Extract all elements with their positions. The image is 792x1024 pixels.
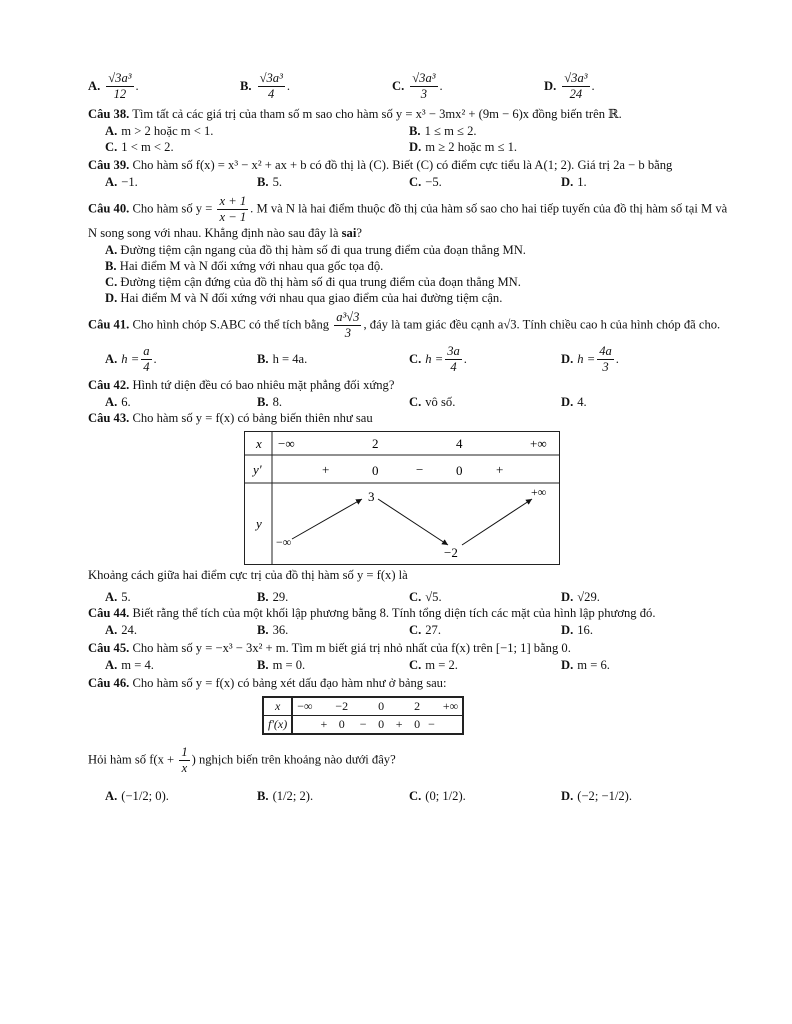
fraction-numerator: √3a³ [412,70,436,85]
question-text: Tìm tất cả các giá trị của tham số m sao cho hàm số y = x³ − 3mx² + (9m − 6)x đồng biến trên ℝ. [132,107,622,121]
q38-option-a[interactable]: A. m > 2 hoặc m < 1. [105,124,214,138]
fraction-numerator: x + 1 [219,194,247,208]
fraction-denominator: x [181,761,188,775]
q41-option-a[interactable]: A. h = $\frac{a}{4}$ . [105,343,157,374]
arrow-down [378,499,448,545]
q39-option-a[interactable]: A. −1. [105,175,138,189]
question-number: Câu 42. [88,378,130,392]
q44-option-a[interactable]: A. 24. [105,623,137,637]
question-text: Cho hàm số y = −x³ − 3x² + m. Tìm m biết giá trị nhỏ nhất của f(x) trên [−1; 1] bằng 0. [132,641,571,655]
question-46 [88,675,728,692]
y-value-neg-inf: −∞ [276,535,292,549]
question-text: Cho hàm số y = f(x) có bảng biến thiên như sau [132,411,373,425]
q46-option-c[interactable]: C. (0; 1/2). [409,788,466,803]
q37-options [88,66,728,106]
q46-option-b[interactable]: B. (1/2; 2). [257,788,314,803]
q43-option-c[interactable]: C. √5. [409,590,442,604]
q43-option-a[interactable]: A. 5. [105,590,131,604]
y-value-pos-inf: +∞ [531,485,547,499]
question-41: Câu 41. Cho hình chóp S.ABC có thể tích bằng $\frac{\text{a³√3}}{3}$ , đáy là tam giác đều cạnh a√3. Tính chiều cao h của hình chóp đã cho. [88,310,721,340]
q40-option-b[interactable]: B. Hai điểm M và N đối xứng với nhau qua gốc tọa độ. [105,259,384,273]
question-text: , đáy là tam giác đều cạnh a√3. Tính chiều cao h của hình chóp đã cho. [363,317,721,332]
y-value-neg-2: −2 [444,545,458,560]
question-39 [88,157,728,174]
fraction-denominator: 4 [268,86,275,101]
question-42 [88,377,728,394]
y-value-3: 3 [368,489,375,504]
emphasis-word: sai [341,226,357,240]
x-value-2: 2 [372,436,379,451]
sign-2: 0 [372,463,379,478]
question-45 [88,640,728,657]
q44-option-d[interactable]: D. 16. [561,623,593,637]
q42-option-d[interactable]: D. 4. [561,395,587,409]
sign-table-x-label: x [263,697,292,716]
q39-option-d[interactable]: D. 1. [561,175,587,189]
fraction-denominator: 24 [569,86,583,101]
fraction-denominator: 12 [113,86,127,101]
q45-option-a[interactable]: A. m = 4. [105,658,154,672]
x-value-4: 4 [456,436,463,451]
question-number: Câu 39. [88,158,130,172]
q40-option-d[interactable]: D. Hai điểm M và N đối xứng với nhau qua giao điểm của hai đường tiệm cận. [105,291,503,305]
fraction-numerator: a³√3 [336,310,360,324]
x-value-neg-inf: −∞ [278,436,295,451]
question-number: Câu 45. [88,641,130,655]
x-value-pos-inf: +∞ [530,436,547,451]
question-text: Cho hàm số f(x) = x³ − x² + ax + b có đồ thị là (C). Biết (C) có điểm cực tiểu là A(1; 2). Giá trị 2a − b bằng [132,158,673,172]
q42-option-a[interactable]: A. 6. [105,395,131,409]
question-number: Câu 46. [88,676,130,690]
arrow-up-1 [292,499,362,539]
q41-option-c[interactable]: C. h = $\frac{3a}{4}$ . [409,343,467,374]
table-x-label: x [256,436,262,451]
q40-option-c[interactable]: C. Đường tiệm cận đứng của đồ thị hàm số đi qua trung điểm của đoạn thẳng MN. [105,275,521,289]
question-46-ask: Hỏi hàm số f(x + $\frac{1}{x}$ ) nghịch biến trên khoảng nào dưới đây? [88,745,396,775]
sign-3: − [416,462,424,477]
sign-table: x −∞ −2 0 2 +∞ f'(x) + 0 − 0 + 0 − [262,696,464,735]
fraction-denominator: 3 [344,326,351,340]
fraction-denominator: 3 [420,86,428,101]
q37-option-b[interactable]: B. $\frac{\text{√3a³}}{4}$ . [240,70,290,101]
q42-option-c[interactable]: C. vô số. [409,395,456,409]
table-y-label: y [256,516,262,531]
question-number: Câu 40. [88,201,130,216]
q42-option-b[interactable]: B. 8. [257,395,283,409]
q44-option-b[interactable]: B. 36. [257,623,289,637]
question-38 [88,106,728,123]
sign-4: 0 [456,463,463,478]
question-number: Câu 38. [88,107,130,121]
question-number: Câu 44. [88,606,130,620]
q45-option-b[interactable]: B. m = 0. [257,658,306,672]
q38-option-b[interactable]: B. 1 ≤ m ≤ 2. [409,124,477,138]
arrow-up-2 [462,499,532,545]
q44-option-c[interactable]: C. 27. [409,623,441,637]
q37-option-d[interactable]: D. $\frac{\text{√3a³}}{24}$ . [544,70,595,101]
sign-1: + [322,462,330,477]
exam-page [88,66,728,816]
q40-option-a[interactable]: A. Đường tiệm cận ngang của đồ thị hàm số đi qua trung điểm của đoạn thẳng MN. [105,243,526,257]
fraction-numerator: √3a³ [108,70,132,85]
q38-option-d[interactable]: D. m ≥ 2 hoặc m ≤ 1. [409,140,518,154]
fraction-numerator: √3a³ [564,70,588,85]
fraction-denominator: x − 1 [219,210,247,224]
q37-option-c[interactable]: C. $\frac{\text{√3a³}}{3}$ . [392,70,443,101]
question-text: Biết rằng thể tích của một khối lập phương bằng 8. Tính tổng diện tích các mặt của hình lập phương đó. [132,606,656,620]
q38-option-c[interactable]: C. 1 < m < 2. [105,140,174,154]
question-43 [88,410,728,427]
q43-option-b[interactable]: B. 29. [257,590,289,604]
q41-option-d[interactable]: D. h = $\frac{4a}{3}$ . [561,343,619,374]
q39-option-c[interactable]: C. −5. [409,175,442,189]
q39-option-b[interactable]: B. 5. [257,175,283,189]
variation-table [244,431,560,565]
table-yprime-label: y' [253,462,262,477]
question-text: . M và N là hai điểm thuộc đồ thị của hàm số sao cho hai tiếp tuyến của đồ thị hàm số tại M và N song song với nhau. Khẳng định nào sau đây là [88,201,728,240]
question-number: Câu 41. [88,317,130,332]
sign-table-fprime-label: f'(x) [263,716,292,735]
q43-option-d[interactable]: D. √29. [561,590,600,604]
question-number: Câu 43. [88,411,130,425]
fraction-numerator: √3a³ [259,70,283,85]
question-40: Câu 40. Cho hàm số y = $\frac{x + 1}{x - 1}$ . M và N là hai điểm thuộc đồ thị của hàm số sao cho hai tiếp tuyến của đồ thị hàm số tại M và N song song với nhau. Khẳng định nào sau đây là sai? [88,194,728,240]
question-44 [88,605,728,622]
q45-option-d[interactable]: D. m = 6. [561,658,610,672]
q45-option-c[interactable]: C. m = 2. [409,658,458,672]
sign-5: + [496,462,504,477]
question-text: Hình tứ diện đều có bao nhiêu mặt phẳng đối xứng? [132,378,395,392]
q46-option-a[interactable]: A. (−1/2; 0). [105,788,169,803]
question-43-followup: Khoảng cách giữa hai điểm cực trị của đồ thị hàm số y = f(x) là [88,568,408,582]
q37-option-a[interactable]: A. $\frac{\text{√3a³}}{12}$ . [88,70,139,101]
fraction-numerator: 1 [181,745,188,759]
question-text: Cho hàm số y = f(x) có bảng xét dấu đạo hàm như ở bảng sau: [132,676,447,690]
q46-option-d[interactable]: D. (−2; −1/2). [561,788,633,803]
q41-option-b[interactable]: B. h = 4a. [257,351,308,366]
